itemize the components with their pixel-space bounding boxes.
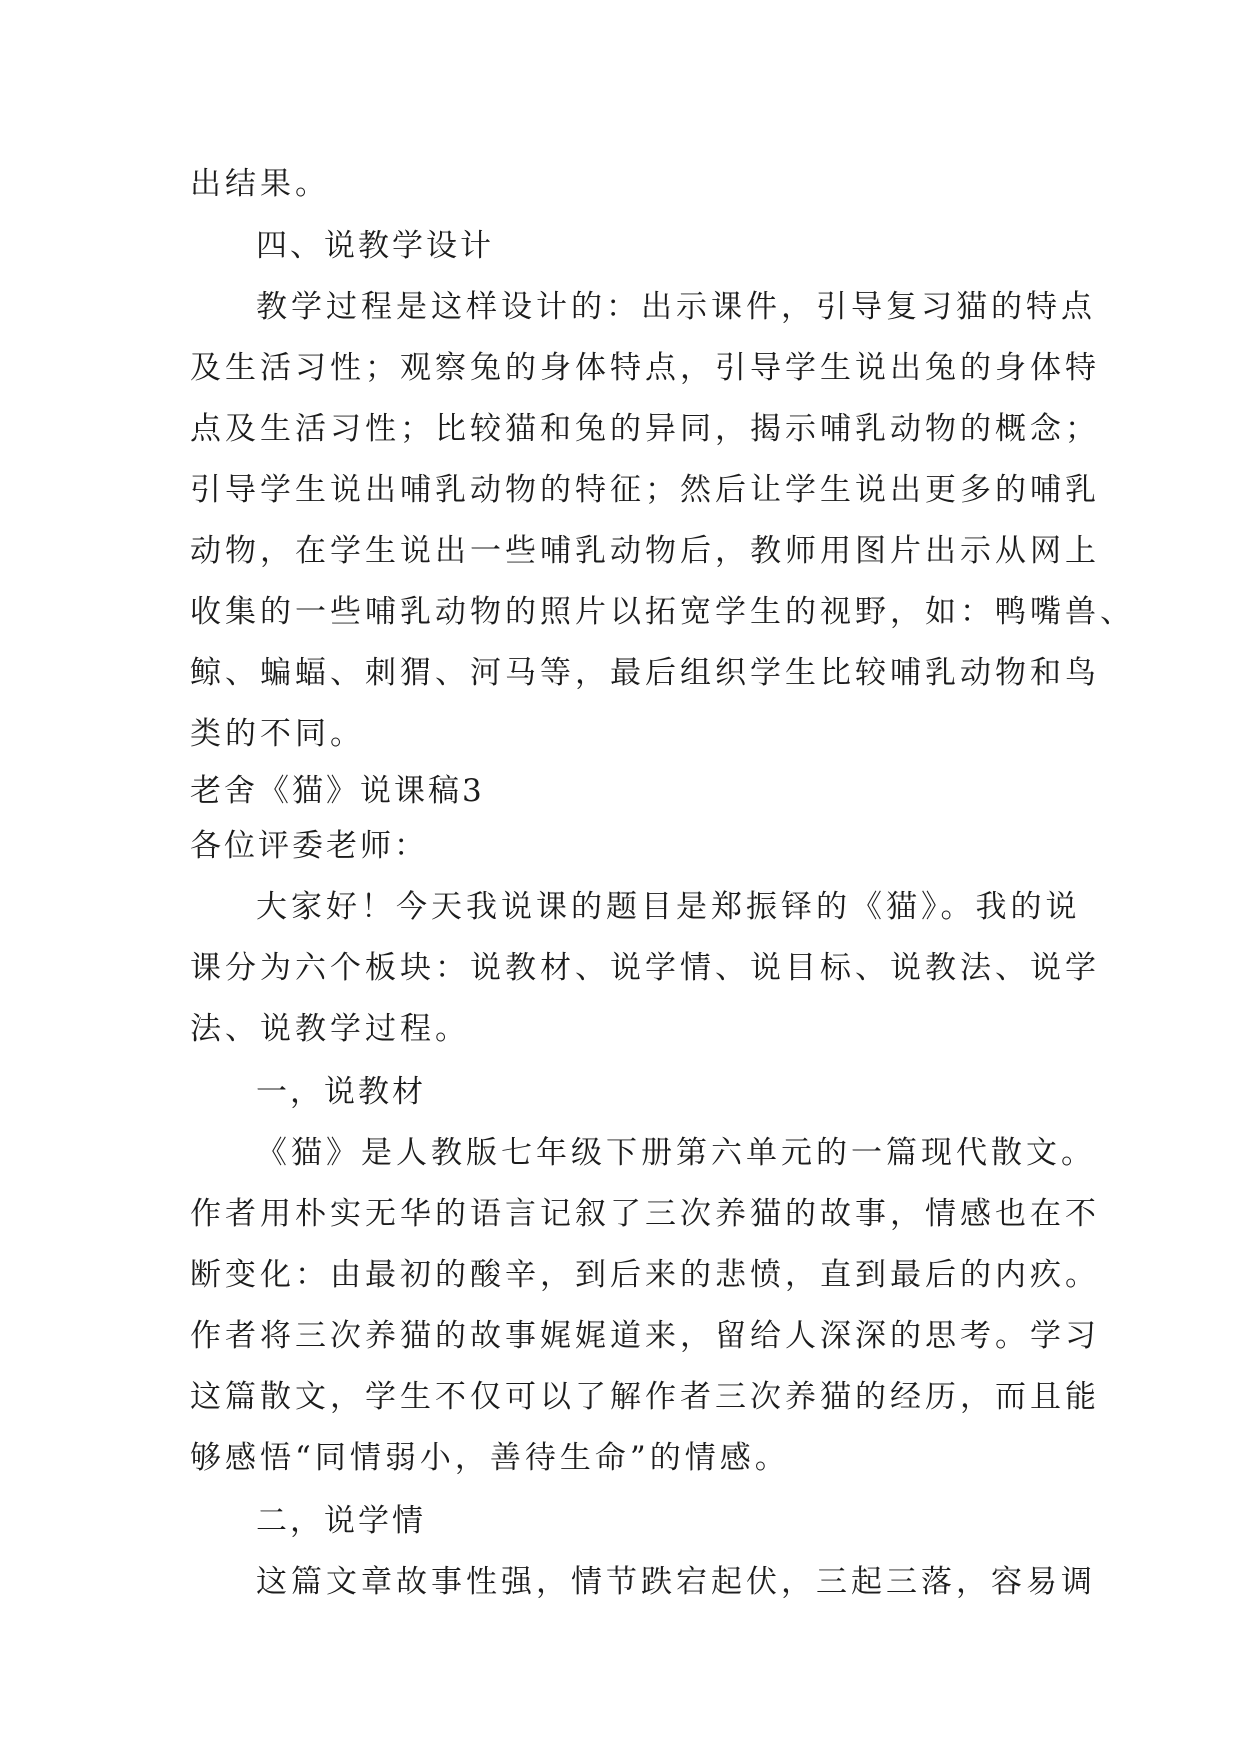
text-line: 《猫》是人教版七年级下册第六单元的一篇现代散文。 xyxy=(256,1135,1096,1171)
document-title: 老舍《猫》说课稿3 xyxy=(190,773,485,809)
text-line: 出结果。 xyxy=(190,166,330,202)
text-line: 断变化：由最初的酸辛，到后来的悲愤，直到最后的内疚。 xyxy=(190,1257,1100,1293)
text-line: 课分为六个板块：说教材、说学情、说目标、说教法、说学 xyxy=(190,950,1100,986)
text-line: 够感悟“同情弱小，善待生命”的情感。 xyxy=(190,1440,790,1476)
text-line: 点及生活习性；比较猫和兔的异同，揭示哺乳动物的概念； xyxy=(190,411,1100,447)
text-line: 鲸、蝙蝠、刺猬、河马等，最后组织学生比较哺乳动物和鸟 xyxy=(190,655,1100,691)
text-line: 教学过程是这样设计的：出示课件，引导复习猫的特点 xyxy=(256,289,1096,325)
text-line: 收集的一些哺乳动物的照片以拓宽学生的视野，如：鸭嘴兽、 xyxy=(190,594,1135,630)
text-line: 及生活习性；观察兔的身体特点，引导学生说出兔的身体特 xyxy=(190,350,1100,386)
section-heading: 二，说学情 xyxy=(256,1503,426,1539)
section-heading: 四、说教学设计 xyxy=(256,228,494,264)
text-line: 动物，在学生说出一些哺乳动物后，教师用图片出示从网上 xyxy=(190,533,1100,569)
text-line: 作者用朴实无华的语言记叙了三次养猫的故事，情感也在不 xyxy=(190,1196,1100,1232)
text-line: 法、说教学过程。 xyxy=(190,1011,470,1047)
text-line: 这篇散文，学生不仅可以了解作者三次养猫的经历，而且能 xyxy=(190,1379,1100,1415)
text-line: 类的不同。 xyxy=(190,716,365,752)
text-line: 作者将三次养猫的故事娓娓道来，留给人深深的思考。学习 xyxy=(190,1318,1100,1354)
section-heading: 一，说教材 xyxy=(256,1074,426,1110)
text-line: 引导学生说出哺乳动物的特征；然后让学生说出更多的哺乳 xyxy=(190,472,1100,508)
text-line: 大家好！今天我说课的题目是郑振铎的《猫》。我的说 xyxy=(256,889,1081,925)
salutation: 各位评委老师： xyxy=(190,828,428,864)
text-line: 这篇文章故事性强，情节跌宕起伏，三起三落，容易调 xyxy=(256,1564,1096,1600)
